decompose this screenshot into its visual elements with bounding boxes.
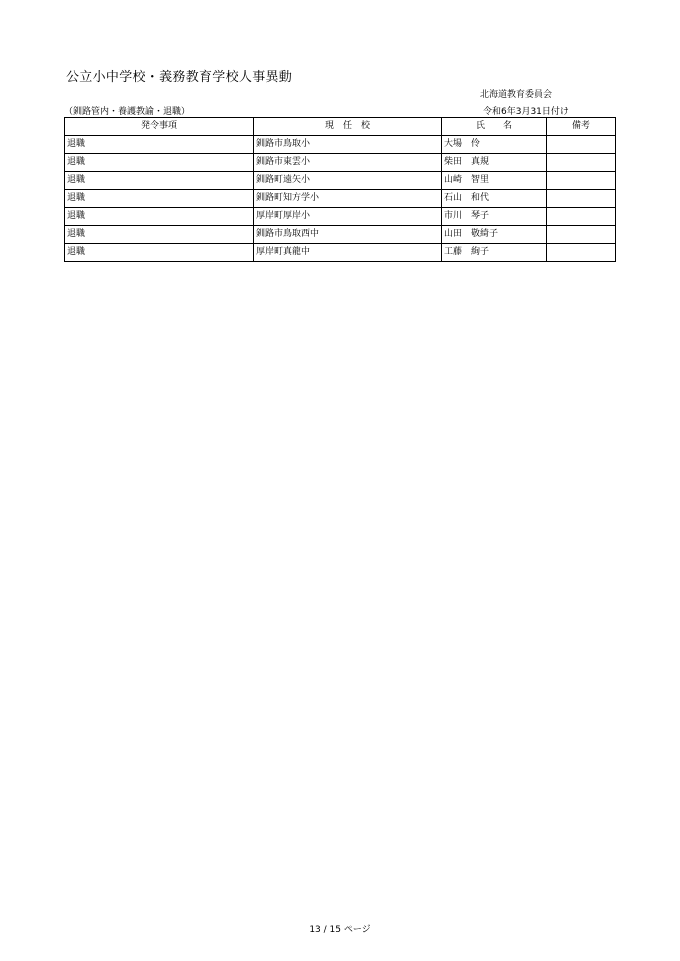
cell-action: 退職 xyxy=(65,172,254,190)
cell-action: 退職 xyxy=(65,136,254,154)
cell-name: 柴田 真規 xyxy=(442,154,547,172)
cell-school: 釧路市東雲小 xyxy=(254,154,442,172)
cell-school: 釧路町遠矢小 xyxy=(254,172,442,190)
cell-name: 工藤 絢子 xyxy=(442,244,547,262)
header-action: 発令事項 xyxy=(65,118,254,136)
cell-name: 山崎 智里 xyxy=(442,172,547,190)
header-name: 氏 名 xyxy=(442,118,547,136)
cell-note xyxy=(547,244,616,262)
cell-school: 釧路市鳥取小 xyxy=(254,136,442,154)
header-note: 備考 xyxy=(547,118,616,136)
cell-school: 厚岸町厚岸小 xyxy=(254,208,442,226)
cell-name: 山田 敬綺子 xyxy=(442,226,547,244)
table-row xyxy=(65,172,616,190)
table-row xyxy=(65,244,616,262)
document-subtitle: （釧路管内・養護教諭・退職） xyxy=(64,107,191,117)
cell-action: 退職 xyxy=(65,208,254,226)
table-row xyxy=(65,208,616,226)
cell-action: 退職 xyxy=(65,190,254,208)
document-title: 公立小中学校・義務教育学校人事異動 xyxy=(66,70,293,85)
table-row xyxy=(65,226,616,244)
cell-action: 退職 xyxy=(65,154,254,172)
table-row xyxy=(65,190,616,208)
issuer-name: 北海道教育委員会 xyxy=(480,90,553,100)
table-header-row xyxy=(65,118,616,136)
effective-date: 令和6年3月31日付け xyxy=(483,107,569,117)
cell-name: 大場 伶 xyxy=(442,136,547,154)
cell-note xyxy=(547,136,616,154)
cell-note xyxy=(547,190,616,208)
cell-action: 退職 xyxy=(65,244,254,262)
cell-note xyxy=(547,172,616,190)
page-number: 13 / 15 ページ xyxy=(309,925,371,935)
table-row xyxy=(65,154,616,172)
cell-school: 釧路市鳥取西中 xyxy=(254,226,442,244)
cell-note xyxy=(547,154,616,172)
cell-name: 石山 和代 xyxy=(442,190,547,208)
cell-action: 退職 xyxy=(65,226,254,244)
cell-note xyxy=(547,208,616,226)
header-school: 現 任 校 xyxy=(254,118,442,136)
cell-school: 厚岸町真龍中 xyxy=(254,244,442,262)
personnel-table xyxy=(64,117,616,262)
table-row xyxy=(65,136,616,154)
cell-note xyxy=(547,226,616,244)
cell-school: 釧路町知方学小 xyxy=(254,190,442,208)
cell-name: 市川 琴子 xyxy=(442,208,547,226)
